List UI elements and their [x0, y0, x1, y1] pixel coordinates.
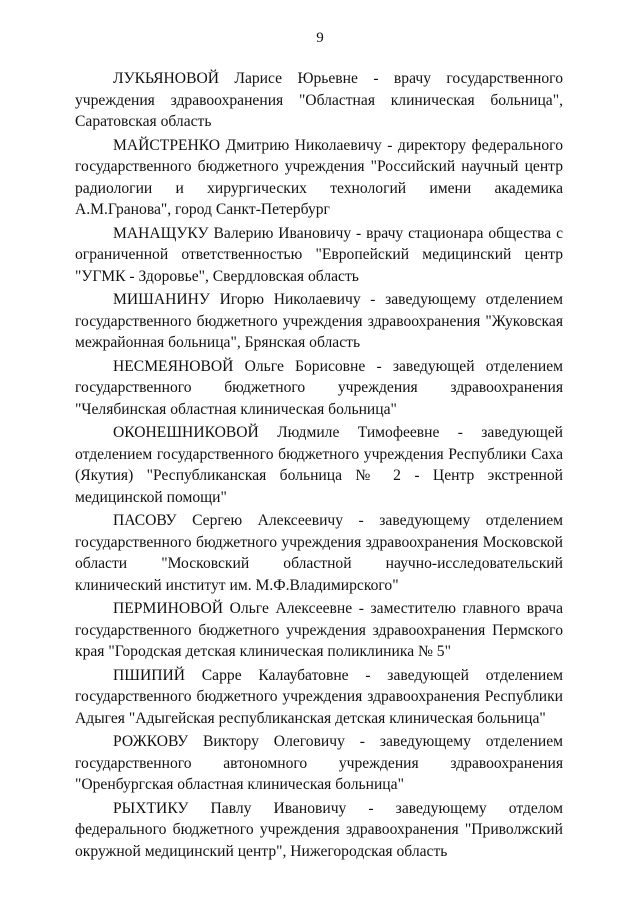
award-entry: РОЖКОВУ Виктору Олеговичу - заведующему отделением государственного автономного учреждения здравоохранения "Оренбургская областная клиническая больница"	[75, 733, 563, 793]
award-entry: ПАСОВУ Сергею Алексеевичу - заведующему отделением государственного бюджетного учреждения здравоохранения Московской области "Московский областной научно-исследовательский клинический институт им. М.Ф.Владимирского"	[75, 512, 563, 594]
page-number: 9	[316, 30, 324, 46]
award-entry: НЕСМЕЯНОВОЙ Ольге Борисовне - заведующей отделением государственного бюджетного учреждения здравоохранения "Челябинская областная клиническая больница"	[75, 357, 563, 418]
award-entry: ОКОНЕШНИКОВОЙ Людмиле Тимофеевне - заведующей отделением государственного бюджетного учреждения Республики Саха (Якутия) "Республиканская больница № 2 - Центр экстренной медицинской помощи"	[75, 424, 563, 506]
award-entry: ПЕРМИНОВОЙ Ольге Алексеевне - заместителю главного врача государственного бюджетного учреждения здравоохранения Пермского края "Городская детская клиническая поликлиника № 5"	[75, 600, 563, 660]
award-entry: МАНАЩУКУ Валерию Ивановичу - врачу стационара общества с ограниченной ответственностью "Европейский медицинский центр "УГМК - Здоровье", Свердловская область	[75, 224, 563, 285]
award-entry: ПШИПИЙ Сарре Калаубатовне - заведующей отделением государственного бюджетного учреждения здравоохранения Республики Адыгея "Адыгейская республиканская детская клиническая больница"	[75, 666, 563, 727]
award-entry: МИШАНИНУ Игорю Николаевичу - заведующему отделением государственного бюджетного учреждения здравоохранения "Жуковская межрайонная больница", Брянская область	[75, 291, 563, 351]
award-entry: МАЙСТРЕНКО Дмитрию Николаевичу - директору федерального государственного бюджетного учреждения "Российский научный центр радиологии и хирургических технологий имени академика А.М.Гранова", город Санкт-Петербург	[75, 136, 563, 218]
award-entry: РЫХТИКУ Павлу Ивановичу - заведующему отделом федерального бюджетного учреждения здравоохранения "Приволжский окружной медицинский центр", Нижегородская область	[75, 799, 563, 860]
award-entry: ЛУКЬЯНОВОЙ Ларисе Юрьевне - врачу государственного учреждения здравоохранения "Областная клиническая больница", Саратовская область	[75, 70, 563, 130]
award-list	[75, 68, 563, 864]
